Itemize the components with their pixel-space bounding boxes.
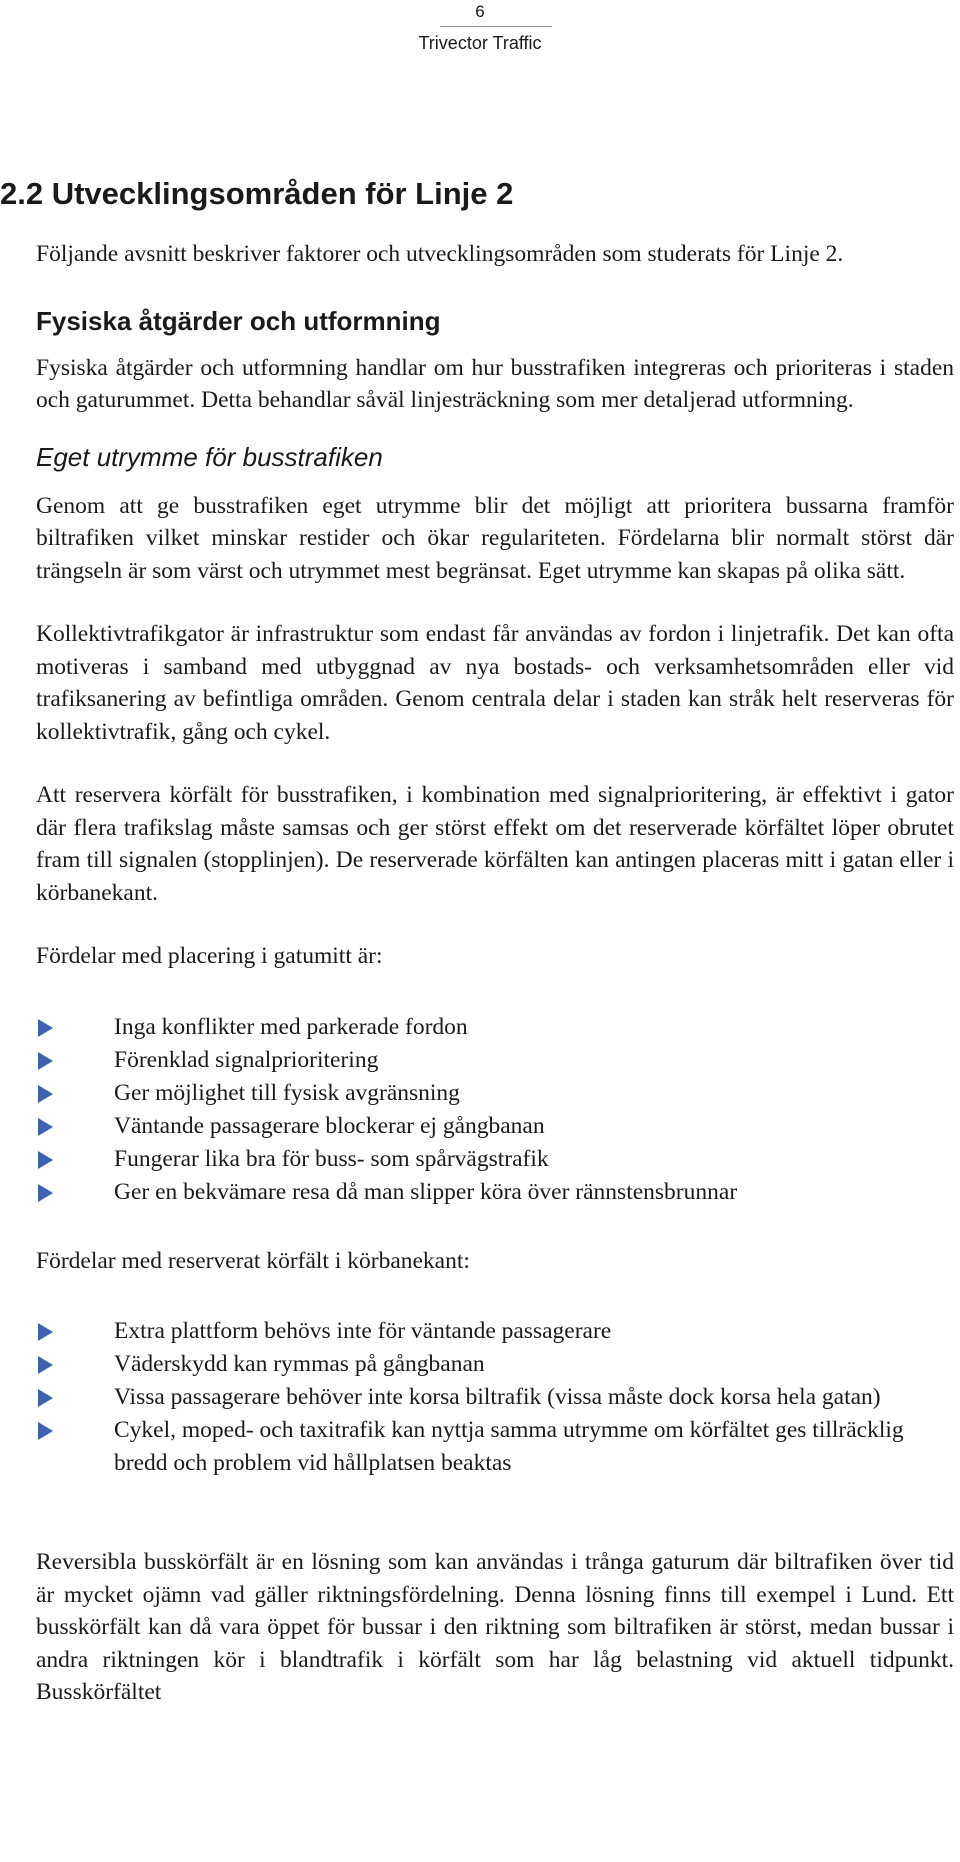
subsubsection-title: Eget utrymme för busstrafiken	[36, 441, 383, 472]
triangle-bullet-icon	[38, 1118, 53, 1136]
intro-paragraph: Följande avsnitt beskriver faktorer och utvecklingsområden som studerats för Linje 2.	[36, 241, 844, 267]
page-number: 6	[475, 2, 485, 21]
triangle-bullet-icon	[38, 1422, 53, 1440]
body-paragraph: Att reservera körfält för busstrafiken, i kombination med signalprioritering, är effektivt i gator där flera trafikslag måste samsas och ger störst effekt om det reserverade körfältet löper obrutet fram till signalen (stopplinjen). De reserverade körfälten kan antingen placeras mitt i gatan eller i körbanekant.	[36, 782, 954, 906]
list-item	[36, 1143, 954, 1176]
list-item-text: Ger en bekvämare resa då man slipper köra över rännstensbrunnar	[114, 1178, 738, 1205]
triangle-bullet-icon	[38, 1085, 53, 1103]
list-item	[36, 1348, 954, 1381]
list-lead: Fördelar med reserverat körfält i körbanekant:	[36, 1247, 470, 1274]
triangle-bullet-icon	[38, 1184, 53, 1202]
list-lead: Fördelar med placering i gatumitt är:	[36, 943, 383, 969]
body-paragraph: Genom att ge busstrafiken eget utrymme blir det möjligt att prioritera bussarna framför biltrafiken vilket minskar restider och ökar regulariteten. Fördelarna blir normalt störst där trängseln är som värst och utrymmet mest begränsat. Eget utrymme kan skapas på olika sätt.	[36, 492, 954, 584]
triangle-bullet-icon	[38, 1323, 53, 1341]
list-item	[36, 1011, 954, 1044]
subsection-paragraph: Fysiska åtgärder och utformning handlar om hur busstrafiken integreras och prioriteras i staden och gaturummet. Detta behandlar såväl linjesträckning som mer detaljerad utformning.	[36, 354, 954, 413]
body-paragraph: Kollektivtrafikgator är infrastruktur som endast får användas av fordon i linjetrafik. Det kan ofta motiveras i samband med utbyggnad av nya bostads- och verksamhetsområden eller vid trafiksanering av befintliga områden. Genom centrala delar i staden kan stråk helt reserveras för kollektivtrafik, gång och cykel.	[36, 621, 954, 745]
list-item	[36, 1381, 954, 1414]
list-item	[36, 1110, 954, 1143]
list-item-text: Fungerar lika bra för buss- som spårvägstrafik	[114, 1145, 549, 1172]
list-item-text: Väderskydd kan rymmas på gångbanan	[114, 1351, 485, 1377]
triangle-bullet-icon	[38, 1052, 53, 1070]
triangle-bullet-icon	[38, 1356, 53, 1374]
list-item-text: Extra plattform behövs inte för väntande passagerare	[114, 1318, 612, 1344]
header-divider	[440, 26, 552, 27]
list-item	[36, 1176, 954, 1209]
section-spacer	[36, 1516, 954, 1546]
list-item-text: Ger möjlighet till fysisk avgränsning	[114, 1079, 460, 1106]
page-content	[0, 174, 954, 1740]
list-item	[36, 1414, 954, 1480]
list-item-text: Förenklad signalprioritering	[114, 1046, 379, 1073]
list-item	[36, 1315, 954, 1348]
bullet-list	[36, 1315, 954, 1480]
list-item-text: Cykel, moped- och taxitrafik kan nyttja samma utrymme om körfältet ges tillräcklig bredd och problem vid hållplatsen beaktas	[114, 1417, 904, 1476]
list-item-text: Inga konflikter med parkerade fordon	[114, 1013, 468, 1040]
list-item-text: Vissa passagerare behöver inte korsa biltrafik (vissa måste dock korsa hela gatan)	[114, 1384, 881, 1410]
triangle-bullet-icon	[38, 1389, 53, 1407]
closing-paragraph: Reversibla busskörfält är en lösning som kan användas i trånga gaturum där biltrafiken över tid är mycket ojämn vad gäller riktningsfördelning. Denna lösning finns till exempel i Lund. Ett busskörfält kan då vara öppet för bussar i den riktning som biltrafiken är störst, medan bussar i andra riktningen kör i blandtrafik i körfält som har låg belastning vid aktuell tidpunkt. Busskörfältet	[36, 1549, 954, 1705]
header-company: Trivector Traffic	[418, 33, 542, 53]
triangle-bullet-icon	[38, 1019, 53, 1037]
list-item	[36, 1077, 954, 1110]
list-item-text: Väntande passagerare blockerar ej gångbanan	[114, 1112, 545, 1139]
triangle-bullet-icon	[38, 1151, 53, 1169]
list-item	[36, 1044, 954, 1077]
section-title: 2.2 Utvecklingsområden för Linje 2	[0, 176, 514, 211]
subsection-title: Fysiska åtgärder och utformning	[36, 305, 441, 336]
bullet-list	[36, 1011, 954, 1209]
